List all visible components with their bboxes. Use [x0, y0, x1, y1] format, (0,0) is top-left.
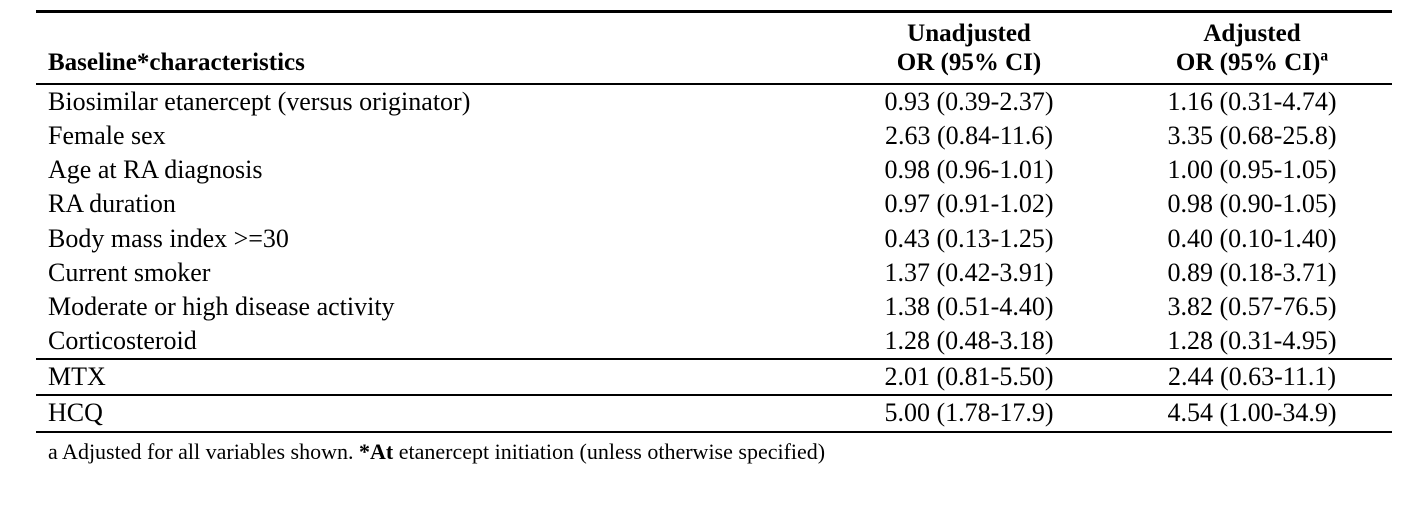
row-label: Current smoker	[48, 257, 211, 287]
column-header-adjusted-line2	[1112, 48, 1392, 77]
table-row	[36, 395, 1392, 431]
row-value-unadjusted: 1.28 (0.48-3.18)	[884, 326, 1054, 356]
row-value-adjusted: 3.35 (0.68-25.8)	[1167, 121, 1337, 151]
row-value-adjusted: 1.16 (0.31-4.74)	[1167, 87, 1337, 116]
row-value-unadjusted: 0.97 (0.91-1.02)	[884, 189, 1054, 219]
column-header-adjusted-line1: Adjusted	[1203, 20, 1301, 47]
table-row	[36, 256, 1392, 290]
row-label: HCQ	[36, 395, 826, 431]
row-value-unadjusted: 0.93 (0.39-2.37)	[884, 87, 1054, 116]
footnote-part-adjusted: a Adjusted for all variables shown.	[48, 438, 354, 464]
row-value-adjusted: 2.44 (0.63-11.1)	[1112, 359, 1392, 395]
row-value-unadjusted: 1.38 (0.51-4.40)	[884, 291, 1054, 321]
row-label: RA duration	[48, 189, 176, 219]
row-label: Biosimilar etanercept (versus originator)	[48, 87, 471, 116]
row-value-adjusted: 3.82 (0.57-76.5)	[1167, 291, 1337, 321]
results-table	[36, 10, 1392, 433]
footnote-part-initiation: etanercept initiation (unless otherwise specified)	[398, 438, 826, 464]
footnote-part-asterisk: *At	[359, 438, 394, 464]
row-label: MTX	[36, 359, 826, 395]
table-row	[36, 222, 1392, 256]
row-value-unadjusted: 5.00 (1.78-17.9)	[826, 395, 1112, 431]
row-value-unadjusted: 2.01 (0.81-5.50)	[826, 359, 1112, 395]
table-header	[36, 12, 1392, 85]
column-header-unadjusted-line2: OR (95% CI)	[896, 49, 1042, 76]
table-row	[36, 359, 1392, 395]
column-header-adjusted-superscript: a	[1320, 47, 1329, 65]
row-value-adjusted: 0.40 (0.10-1.40)	[1167, 223, 1337, 253]
row-label: Corticosteroid	[48, 326, 197, 356]
column-header-adjusted-line2-text: OR (95% CI)	[1175, 49, 1321, 76]
column-header-characteristic-line1: Baseline*characteristics	[48, 49, 305, 76]
row-value-unadjusted: 1.37 (0.42-3.91)	[884, 257, 1054, 287]
row-value-adjusted: 0.98 (0.90-1.05)	[1167, 189, 1337, 219]
table-row	[36, 153, 1392, 187]
row-value-unadjusted: 2.63 (0.84-11.6)	[884, 121, 1053, 151]
row-value-adjusted: 0.89 (0.18-3.71)	[1167, 257, 1337, 287]
row-label: Body mass index >=30	[48, 223, 289, 253]
column-header-unadjusted-line1: Unadjusted	[907, 20, 1031, 47]
row-label: Moderate or high disease activity	[48, 291, 395, 321]
column-header-characteristic	[36, 13, 826, 84]
table-footnote	[36, 439, 1392, 465]
row-label: Female sex	[48, 121, 166, 151]
table-row	[36, 187, 1392, 221]
column-header-unadjusted	[826, 13, 1112, 84]
column-header-adjusted	[1112, 13, 1392, 84]
table-row	[36, 119, 1392, 153]
row-value-adjusted: 4.54 (1.00-34.9)	[1112, 395, 1392, 431]
table-row	[36, 290, 1392, 324]
row-label: Age at RA diagnosis	[48, 155, 263, 185]
row-value-adjusted: 1.00 (0.95-1.05)	[1167, 155, 1337, 185]
row-value-adjusted: 1.28 (0.31-4.95)	[1167, 326, 1337, 356]
table-body	[36, 84, 1392, 432]
table-row	[36, 84, 1392, 119]
row-value-unadjusted: 0.43 (0.13-1.25)	[884, 223, 1054, 253]
table-row	[36, 324, 1392, 359]
table-header-row	[36, 13, 1392, 84]
row-value-unadjusted: 0.98 (0.96-1.01)	[884, 155, 1054, 185]
